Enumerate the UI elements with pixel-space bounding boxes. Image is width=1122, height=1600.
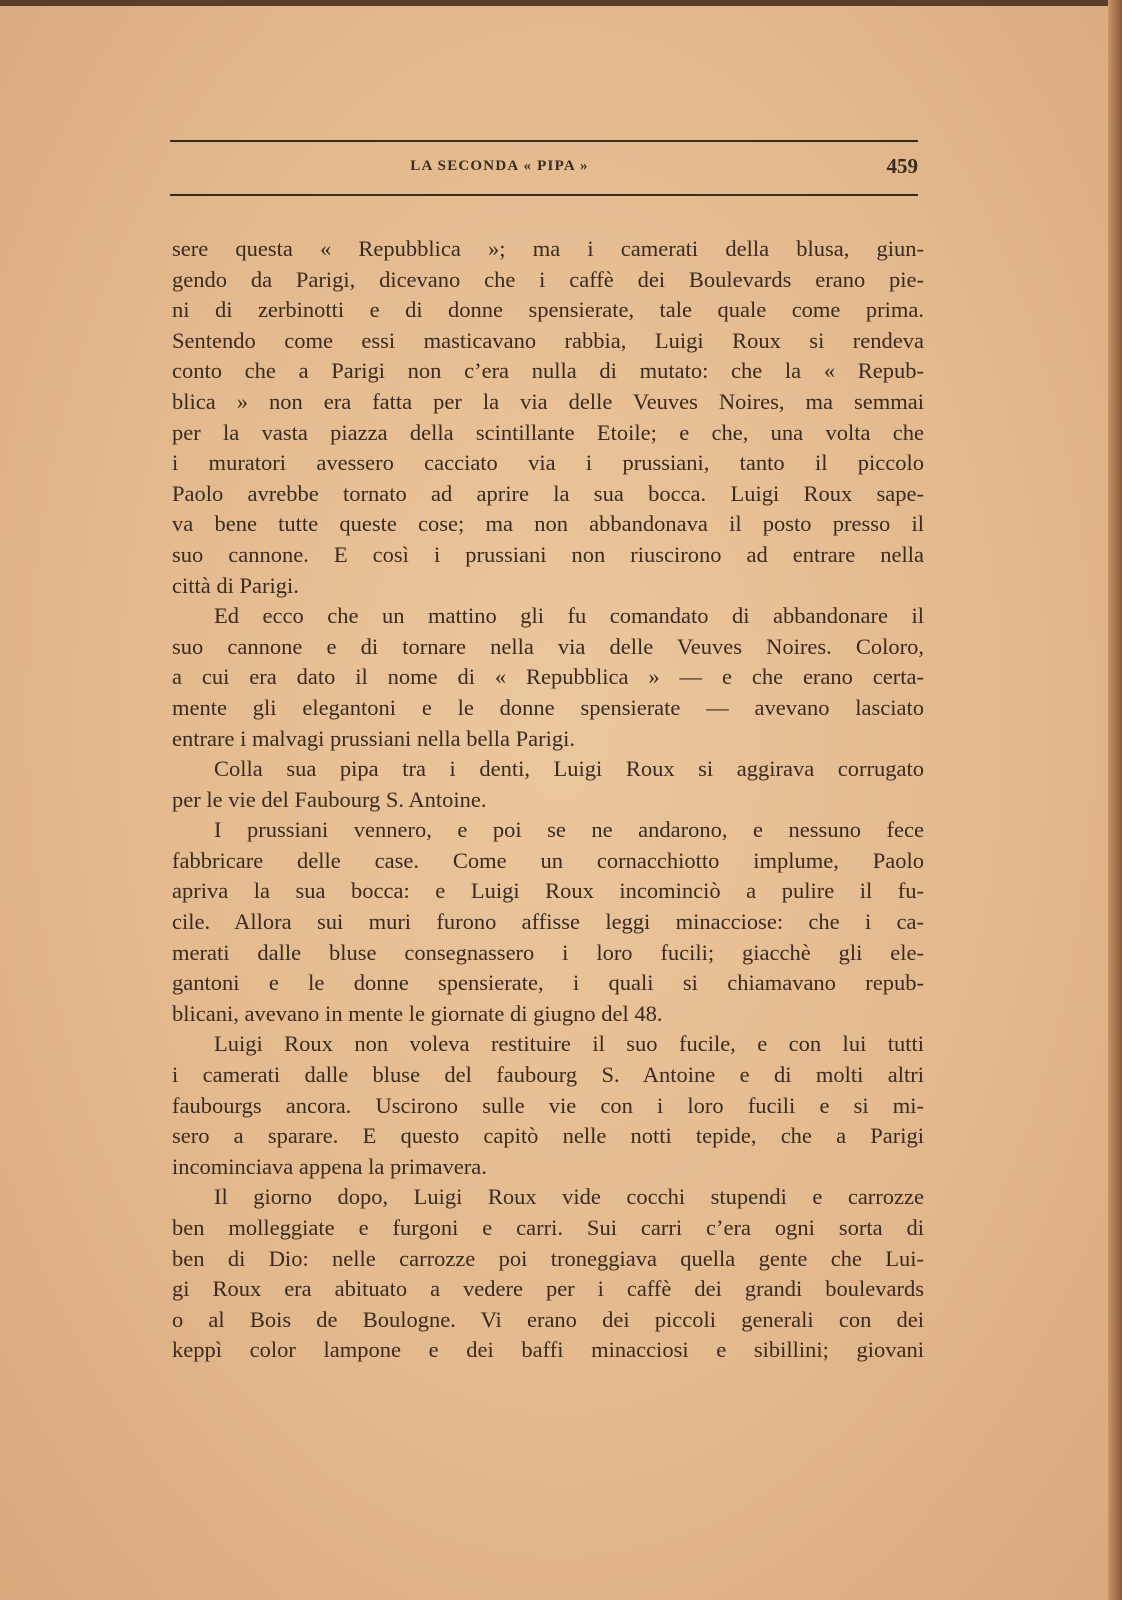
text-line: gi Roux era abituato a vedere per i caffè dei grandi boulevards xyxy=(172,1276,924,1302)
text-line: I prussiani vennero, e poi se ne andarono, e nessuno fece xyxy=(214,817,924,843)
text-line: suo cannone. E così i prussiani non riuscirono ad entrare nella xyxy=(172,541,924,567)
text-line: ni di zerbinotti e di donne spensierate, tale quale come prima. xyxy=(172,297,924,323)
text-line: va bene tutte queste cose; ma non abbandonava il posto presso il xyxy=(172,511,924,537)
text-line: sero a sparare. E questo capitò nelle notti tepide, che a Parigi xyxy=(172,1123,924,1149)
text-line: Il giorno dopo, Luigi Roux vide cocchi stupendi e carrozze xyxy=(214,1184,924,1210)
text-line: gantoni e le donne spensierate, i quali si chiamavano repub- xyxy=(172,970,924,996)
text-line: blica » non era fatta per la via delle Veuves Noires, ma semmai xyxy=(172,388,924,414)
text-line: Sentendo come essi masticavano rabbia, Luigi Roux si rendeva xyxy=(172,327,924,353)
text-line: Luigi Roux non voleva restituire il suo fucile, e con lui tutti xyxy=(214,1031,924,1057)
text-line: per la vasta piazza della scintillante Etoile; e che, una volta che xyxy=(172,419,924,445)
text-line: a cui era dato il nome di « Repubblica » — e che erano certa- xyxy=(172,664,924,690)
text-line: merati dalle bluse consegnassero i loro fucili; giacchè gli ele- xyxy=(172,939,924,965)
text-line: conto che a Parigi non c’era nulla di mutato: che la « Repub- xyxy=(172,358,924,384)
text-line: blicani, avevano in mente le giornate di giugno del 48. xyxy=(172,1000,663,1026)
text-line: Ed ecco che un mattino gli fu comandato di abbandonare il xyxy=(214,603,924,629)
text-line: entrare i malvagi prussiani nella bella Parigi. xyxy=(172,725,575,751)
text-line: Paolo avrebbe tornato ad aprire la sua bocca. Luigi Roux sape- xyxy=(172,480,924,506)
text-line: incominciava appena la primavera. xyxy=(172,1153,487,1179)
text-line: Colla sua pipa tra i denti, Luigi Roux si aggirava corrugato xyxy=(214,756,924,782)
page-number: 459 xyxy=(886,154,918,178)
text-line: ben molleggiate e furgoni e carri. Sui carri c’era ogni sorta di xyxy=(172,1215,924,1240)
text-line: cile. Allora sui muri furono affisse leggi minacciose: che i ca- xyxy=(172,909,924,935)
text-line: suo cannone e di tornare nella via delle Veuves Noires. Coloro, xyxy=(172,633,924,659)
text-line: i muratori avessero cacciato via i prussiani, tanto il piccolo xyxy=(172,450,924,476)
text-line: faubourgs ancora. Uscirono sulle vie con i loro fucili e si mi- xyxy=(172,1092,924,1118)
page-right-edge xyxy=(1108,0,1122,1600)
text-line: keppì color lampone e dei baffi minacciosi e sibillini; giovani xyxy=(172,1337,924,1363)
header-bottom-rule xyxy=(170,194,918,196)
page-top-edge xyxy=(0,0,1122,6)
header-top-rule xyxy=(170,140,918,142)
text-line: mente gli elegantoni e le donne spensierate — avevano lasciato xyxy=(172,694,924,720)
running-head xyxy=(170,152,918,186)
text-line: o al Bois de Boulogne. Vi erano dei piccoli generali con dei xyxy=(172,1306,924,1332)
text-line: per le vie del Faubourg S. Antoine. xyxy=(172,786,487,812)
text-line: fabbricare delle case. Come un cornacchiotto implume, Paolo xyxy=(172,847,924,873)
text-line: sere questa « Repubblica »; ma i camerati della blusa, giun- xyxy=(172,236,924,261)
text-line: apriva la sua bocca: e Luigi Roux incominciò a pulire il fu- xyxy=(172,878,924,904)
body-text xyxy=(172,234,924,1366)
text-line: i camerati dalle bluse del faubourg S. Antoine e di molti altri xyxy=(172,1062,924,1088)
text-line: ben di Dio: nelle carrozze poi troneggiava quella gente che Lui- xyxy=(172,1245,924,1271)
text-line: città di Parigi. xyxy=(172,572,299,598)
running-title: LA SECONDA « PIPA » xyxy=(410,158,589,174)
text-line: gendo da Parigi, dicevano che i caffè dei Boulevards erano pie- xyxy=(172,266,924,292)
